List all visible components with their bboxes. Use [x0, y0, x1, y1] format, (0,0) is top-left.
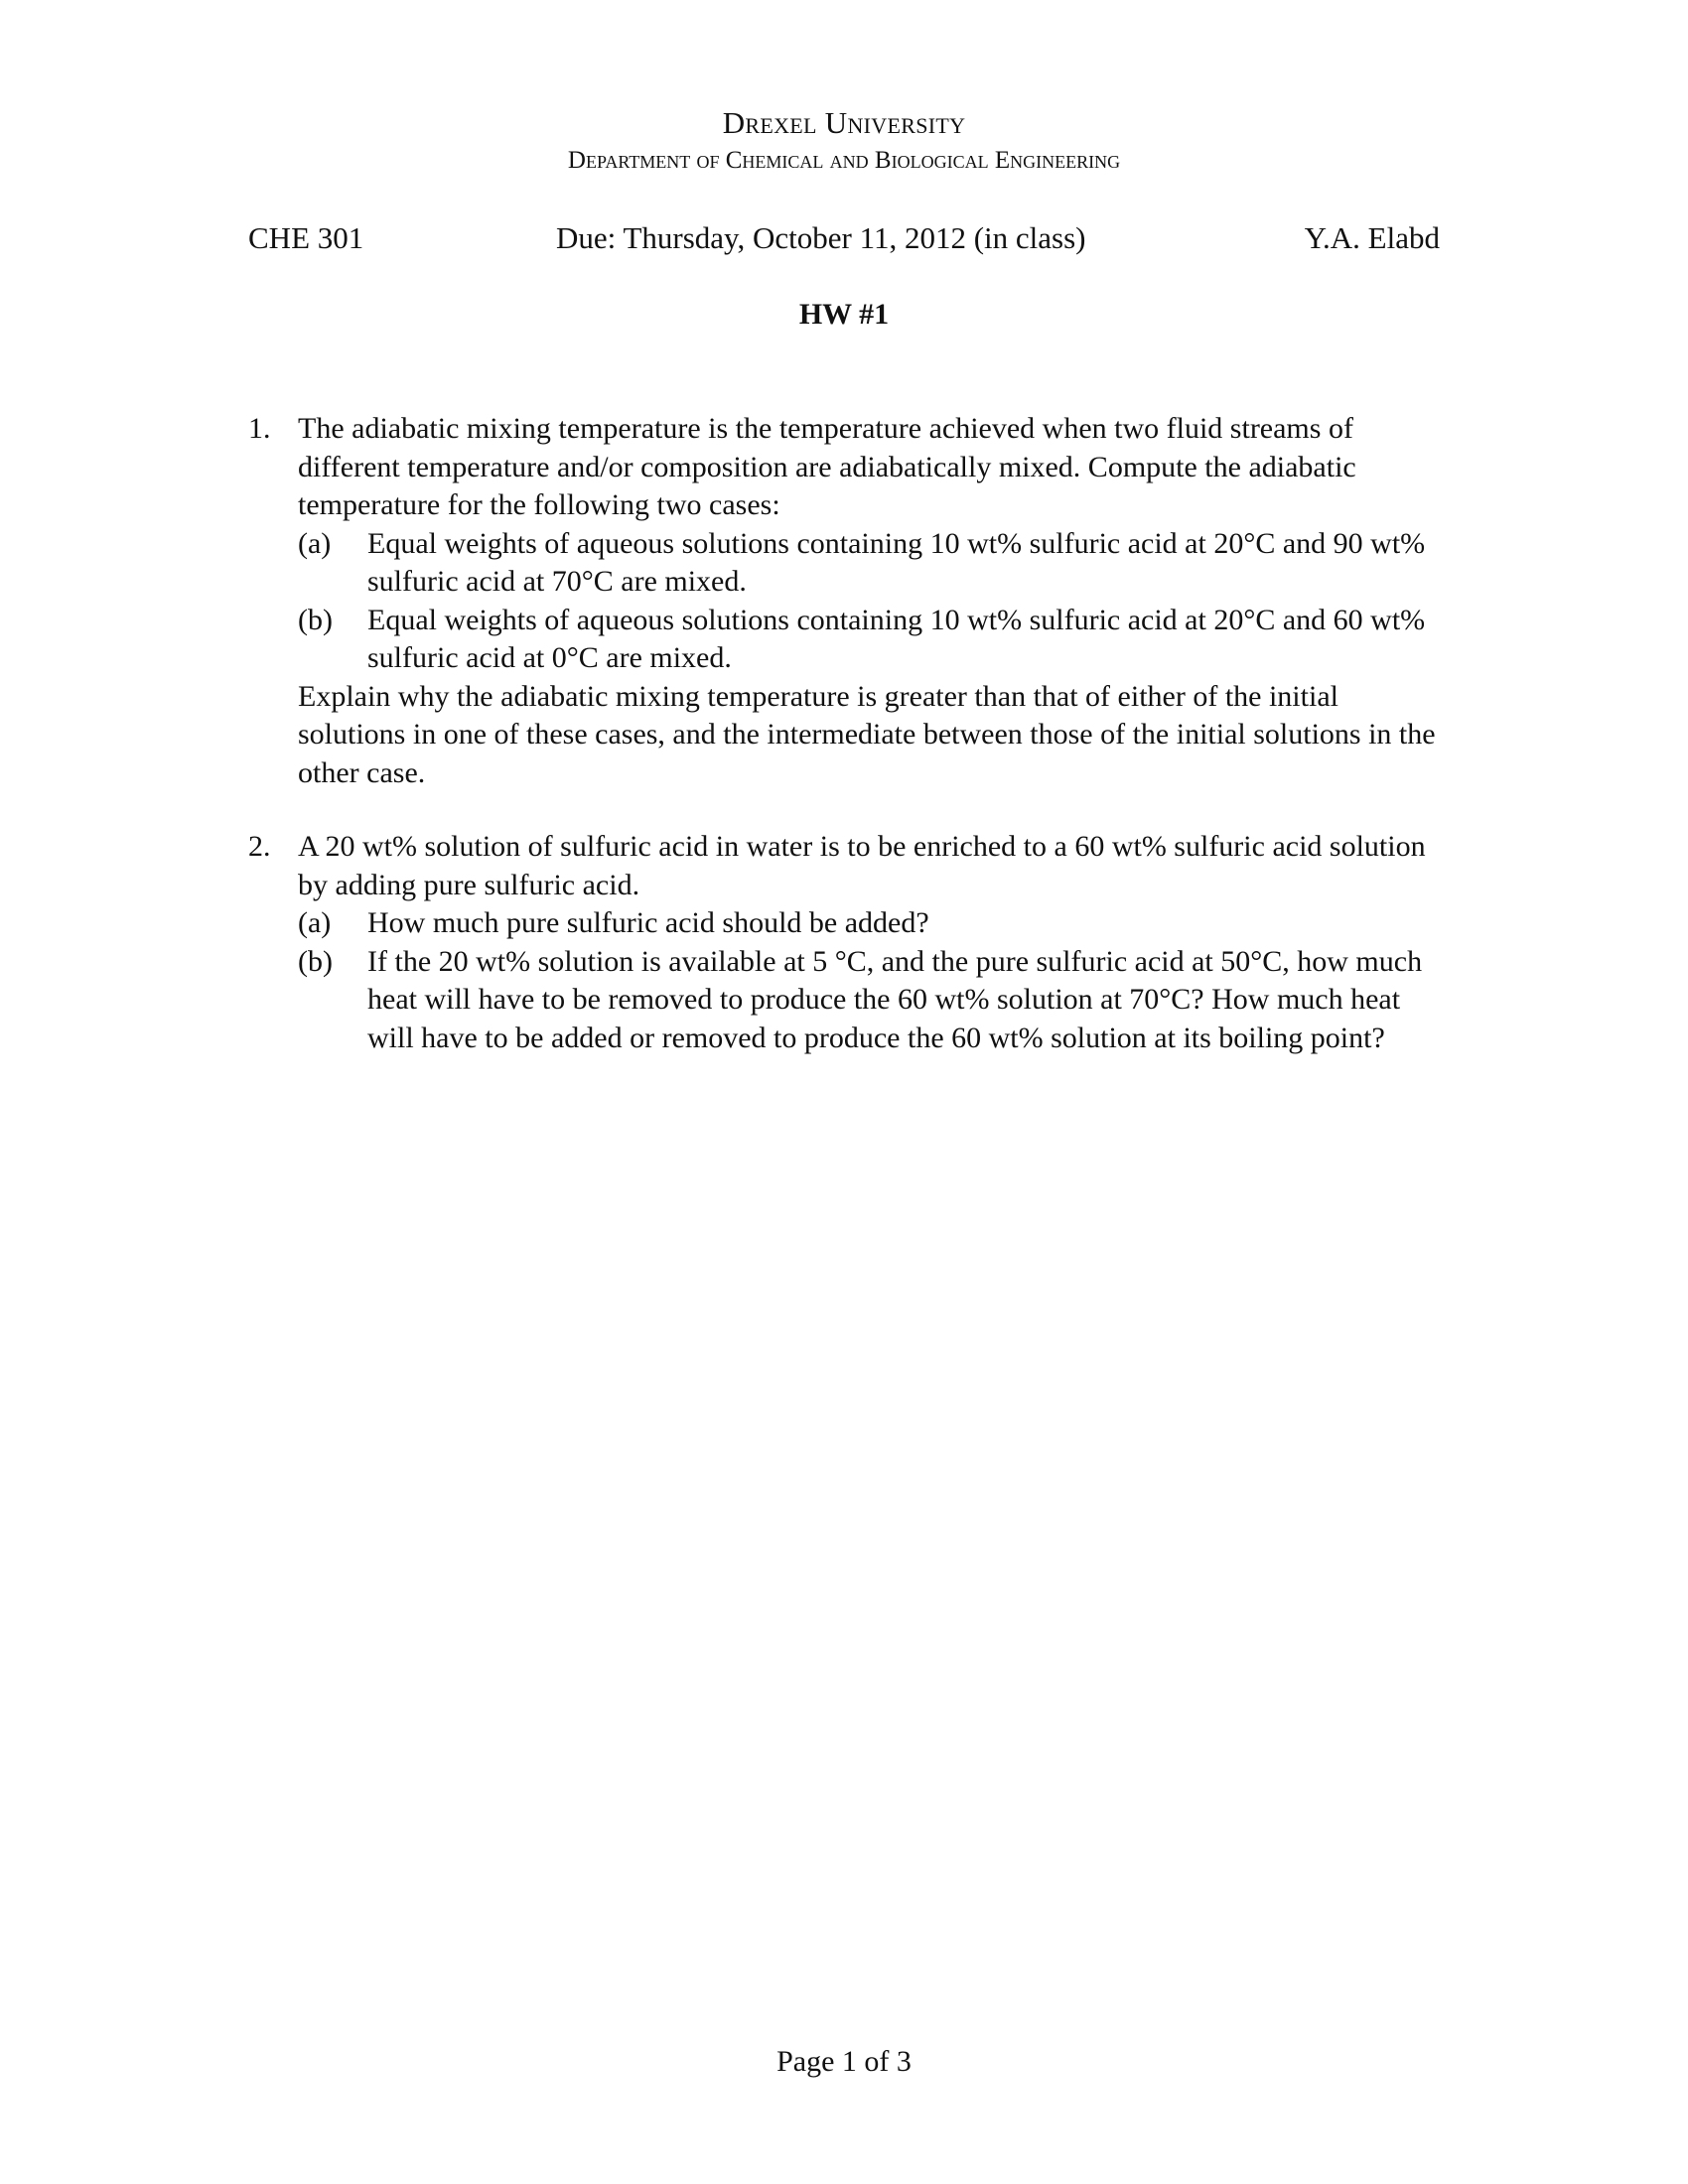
assignment-title: HW #1 — [798, 298, 890, 331]
question-part-a — [298, 525, 1450, 602]
part-text: If the 20 wt% solution is available at 5 °C, and the pure sulfuric acid at 50°C, how much heat will have to be removed to produce the 60 wt% solution at 70°C? How much heat will have to be added or removed to produce the 60 wt% solution at its boiling point? — [367, 944, 1423, 1054]
part-text: Equal weights of aqueous solutions containing 10 wt% sulfuric acid at 20°C and 90 wt% sulfuric acid at 70°C are mixed. — [367, 526, 1426, 598]
part-label: (b) — [298, 603, 333, 636]
part-text: How much pure sulfuric acid should be added? — [367, 906, 929, 939]
question-text: A 20 wt% solution of sulfuric acid in water is to be enriched to a 60 wt% sulfuric acid solution by adding pure sulfuric acid. — [298, 830, 1426, 901]
question-1 — [248, 410, 1450, 792]
university-name: Drexel University — [722, 105, 966, 140]
question-part-b — [298, 943, 1450, 1058]
page-number: Page 1 of 3 — [776, 2045, 912, 2078]
question-part-a — [298, 904, 1450, 943]
part-label: (a) — [298, 526, 332, 560]
question-2 — [248, 828, 1450, 1057]
question-text: The adiabatic mixing temperature is the temperature achieved when two fluid streams of different temperature and/or composition are adiabatically mixed. Compute the adiabatic temperature for the following two cases: — [298, 412, 1356, 521]
instructor-name: Y.A. Elabd — [1304, 220, 1440, 255]
question-part-b — [298, 602, 1450, 678]
question-closing-text: Explain why the adiabatic mixing temperature is greater than that of either of the initial solutions in one of these cases, and the intermediate between those of the initial solutions in the other case. — [298, 679, 1436, 789]
question-number: 1. — [248, 412, 271, 445]
due-date: Due: Thursday, October 11, 2012 (in class) — [556, 220, 1086, 255]
question-number: 2. — [248, 830, 271, 863]
part-text: Equal weights of aqueous solutions containing 10 wt% sulfuric acid at 20°C and 60 wt% sulfuric acid at 0°C are mixed. — [367, 603, 1426, 674]
course-code: CHE 301 — [248, 220, 364, 255]
course-info-row — [248, 220, 1440, 260]
part-label: (a) — [298, 906, 332, 939]
department-name: Department of Chemical and Biological Engineering — [567, 147, 1121, 174]
part-label: (b) — [298, 944, 333, 978]
